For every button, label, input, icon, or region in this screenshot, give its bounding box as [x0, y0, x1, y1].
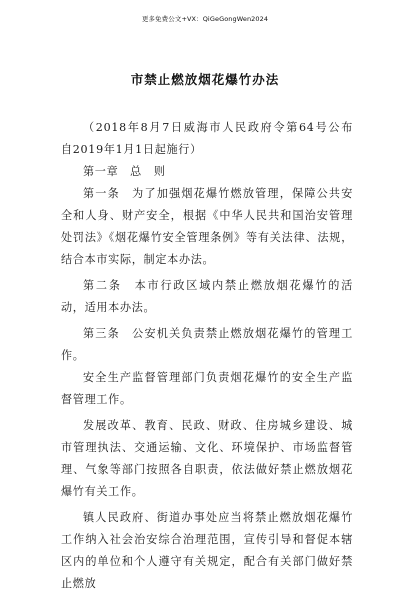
chapter-heading: 第一章 总 则	[83, 165, 166, 178]
article-2: 第二条 本市行政区域内禁止燃放烟花爆竹的活动，适用本办法。	[61, 279, 353, 314]
header-note: 更多免费公文+VX：QiGeGongWen2024	[141, 15, 269, 23]
article-3-clause-2: 安全生产监督管理部门负责烟花爆竹的安全生产监督管理工作。	[61, 371, 353, 406]
document-body	[61, 117, 365, 595]
article-3: 第三条 公安机关负责禁止燃放烟花爆竹的管理工作。	[61, 327, 353, 362]
article-3-clause-4: 镇人民政府、街道办事处应当将禁止燃放烟花爆竹工作纳入社会治安综合治理范围，宣传引导和督促本辖区内的单位和个人遵守有关规定，配合有关部门做好禁止燃放	[61, 511, 353, 590]
publication-note: （2018年8月7日威海市人民政府令第64号公布 自2019年1月1日起施行）	[61, 121, 365, 156]
article-3-clause-3: 发展改革、教育、民政、财政、住房城乡建设、城市管理执法、交通运输、文化、环境保护、市场监督管理、气象等部门按照各自职责，依法做好禁止燃放烟花爆竹有关工作。	[61, 419, 353, 498]
article-1: 第一条 为了加强烟花爆竹燃放管理，保障公共安全和人身、财产安全，根据《中华人民共和国治安管理处罚法》《烟花爆竹安全管理条例》等有关法律、法规，结合本市实际，制定本办法。	[61, 187, 353, 266]
document-title: 市禁止燃放烟花爆竹办法	[130, 72, 280, 87]
